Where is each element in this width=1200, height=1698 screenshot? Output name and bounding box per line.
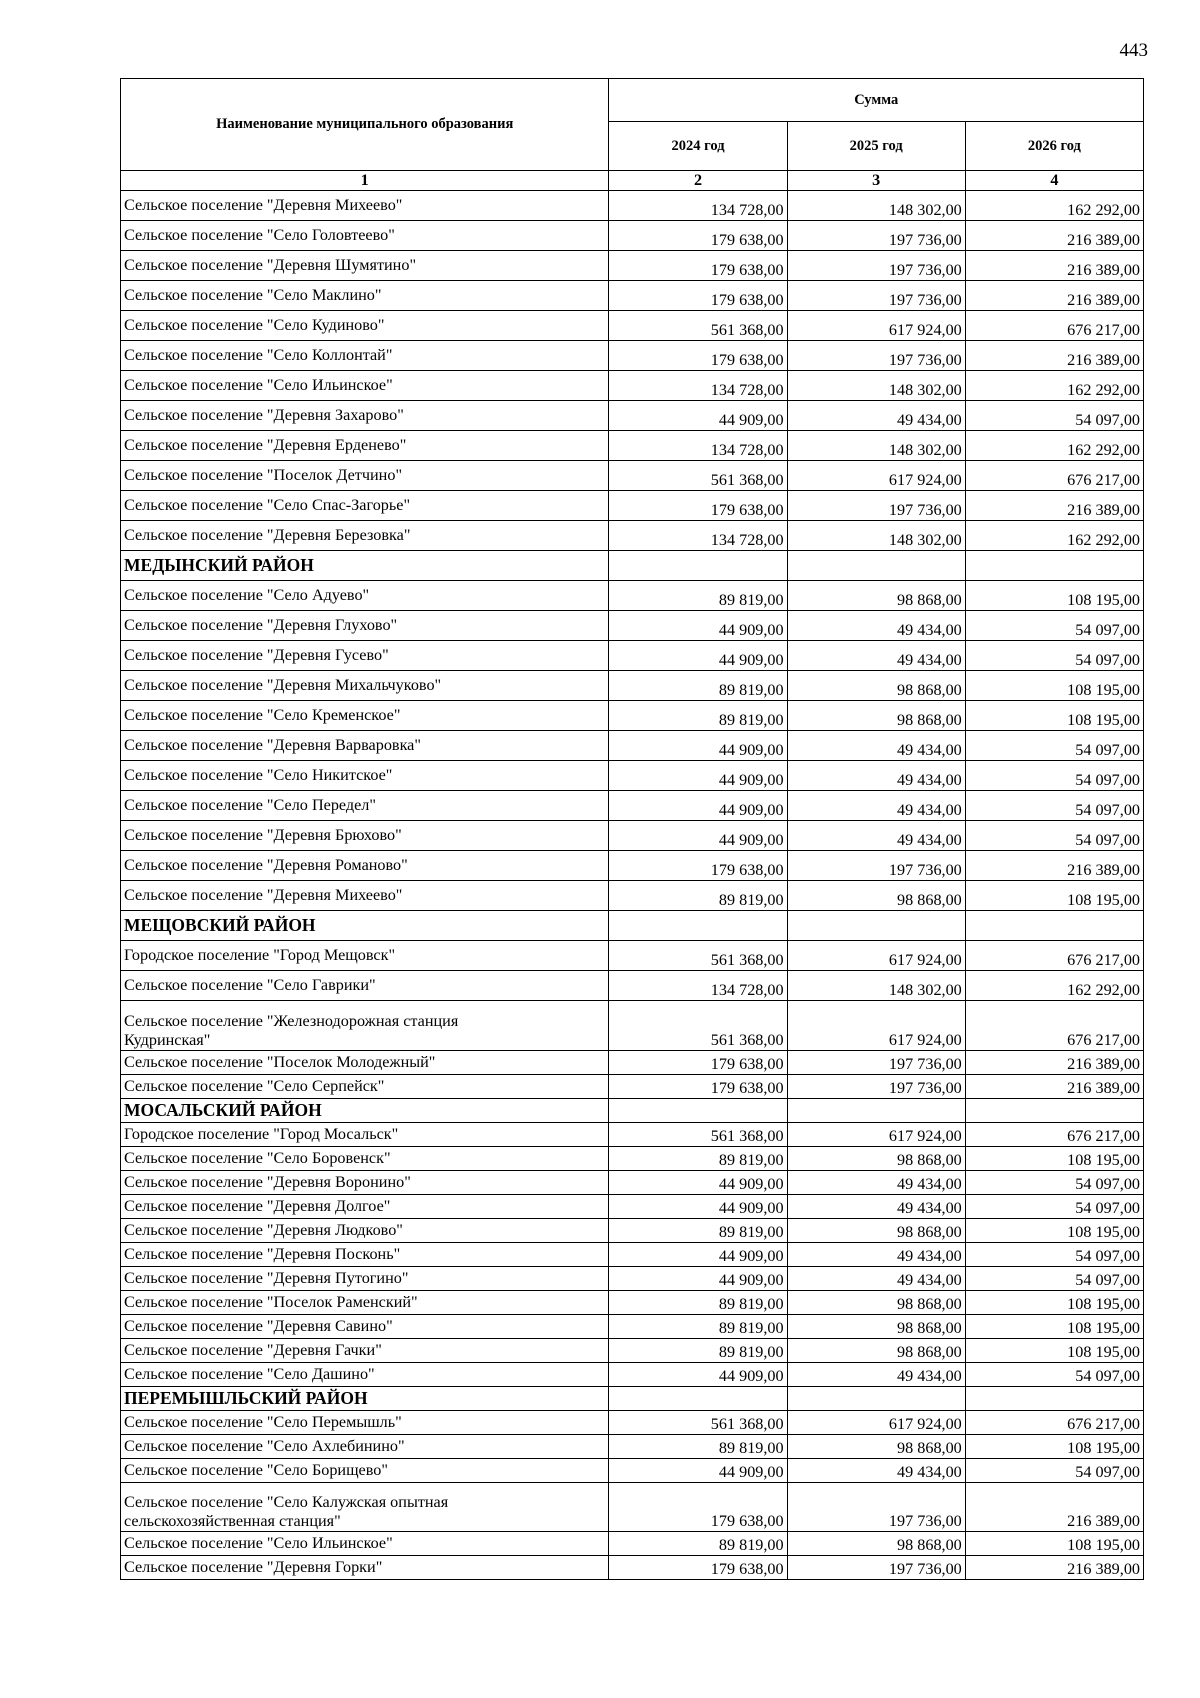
- amount-2024: 44 909,00: [609, 1459, 787, 1483]
- column-number: 2: [609, 171, 787, 191]
- table-body: [121, 191, 1144, 1580]
- amount-2025: 98 868,00: [787, 1532, 965, 1556]
- district-header-row: [121, 1099, 1144, 1123]
- municipality-name: Сельское поселение "Село Головтеево": [121, 221, 609, 251]
- municipality-name: Сельское поселение "Село Маклино": [121, 281, 609, 311]
- municipality-name-line-1: Сельское поселение "Село Калужская опытная: [124, 1493, 449, 1511]
- municipality-name: Сельское поселение "Село Гаврики": [121, 971, 609, 1001]
- table-row: [121, 221, 1144, 251]
- municipality-name: Сельское поселение "Деревня Воронино": [121, 1171, 609, 1195]
- municipality-name: Сельское поселение "Поселок Детчино": [121, 461, 609, 491]
- amount-2026: 676 217,00: [965, 311, 1143, 341]
- empty-cell: [965, 1387, 1143, 1411]
- amount-2024: 134 728,00: [609, 521, 787, 551]
- amount-2026: 216 389,00: [965, 221, 1143, 251]
- amount-2026: 216 389,00: [965, 851, 1143, 881]
- amount-2024: 179 638,00: [609, 491, 787, 521]
- amount-2026: 54 097,00: [965, 1243, 1143, 1267]
- header-year-2025: 2025 год: [787, 122, 965, 171]
- amount-2024: 179 638,00: [609, 281, 787, 311]
- table-row: [121, 1267, 1144, 1291]
- amount-2025: 49 434,00: [787, 821, 965, 851]
- amount-2024: 134 728,00: [609, 191, 787, 221]
- amount-2026: 162 292,00: [965, 431, 1143, 461]
- amount-2024: 89 819,00: [609, 1291, 787, 1315]
- district-name: МЕЩОВСКИЙ РАЙОН: [121, 911, 609, 941]
- table-row: [121, 881, 1144, 911]
- table-row: [121, 1219, 1144, 1243]
- table-row: [121, 731, 1144, 761]
- municipality-name: Сельское поселение "Деревня Гачки": [121, 1339, 609, 1363]
- municipality-name: Сельское поселение "Село Ахлебинино": [121, 1435, 609, 1459]
- amount-2025: 98 868,00: [787, 1339, 965, 1363]
- district-header-row: [121, 1387, 1144, 1411]
- amount-2024: 179 638,00: [609, 1075, 787, 1099]
- table-row: [121, 1459, 1144, 1483]
- municipality-name: Сельское поселение "Село Перемышль": [121, 1411, 609, 1435]
- amount-2024: 179 638,00: [609, 221, 787, 251]
- amount-2024: 134 728,00: [609, 971, 787, 1001]
- table-row: [121, 281, 1144, 311]
- empty-cell: [965, 1099, 1143, 1123]
- amount-2025: 197 736,00: [787, 281, 965, 311]
- amount-2025: 49 434,00: [787, 1363, 965, 1387]
- column-number: 1: [121, 171, 609, 191]
- municipality-name: Сельское поселение "Деревня Ерденево": [121, 431, 609, 461]
- municipality-name: Сельское поселение "Село Адуево": [121, 581, 609, 611]
- table-row: [121, 1051, 1144, 1075]
- table-row: [121, 341, 1144, 371]
- amount-2024: 44 909,00: [609, 1195, 787, 1219]
- municipality-name: Сельское поселение "Деревня Шумятино": [121, 251, 609, 281]
- amount-2024: 89 819,00: [609, 881, 787, 911]
- table-row: [121, 311, 1144, 341]
- table-row: [121, 521, 1144, 551]
- amount-2025: 49 434,00: [787, 1195, 965, 1219]
- amount-2024: 44 909,00: [609, 1363, 787, 1387]
- amount-2026: 676 217,00: [965, 941, 1143, 971]
- amount-2025: 49 434,00: [787, 1243, 965, 1267]
- amount-2026: 54 097,00: [965, 641, 1143, 671]
- amount-2026: 54 097,00: [965, 401, 1143, 431]
- municipality-name: Сельское поселение "Село Кременское": [121, 701, 609, 731]
- amount-2025: 197 736,00: [787, 1051, 965, 1075]
- amount-2026: 216 389,00: [965, 1483, 1143, 1532]
- amount-2025: 49 434,00: [787, 731, 965, 761]
- amount-2025: 148 302,00: [787, 191, 965, 221]
- municipality-name-line-2: сельскохозяйственная станция": [124, 1512, 341, 1530]
- amount-2025: 617 924,00: [787, 1411, 965, 1435]
- table-row: [121, 1315, 1144, 1339]
- amount-2026: 108 195,00: [965, 1147, 1143, 1171]
- amount-2025: 49 434,00: [787, 1459, 965, 1483]
- amount-2024: 44 909,00: [609, 821, 787, 851]
- empty-cell: [787, 1099, 965, 1123]
- municipality-name: Сельское поселение "Деревня Глухово": [121, 611, 609, 641]
- amount-2025: 197 736,00: [787, 341, 965, 371]
- amount-2024: 89 819,00: [609, 1219, 787, 1243]
- amount-2025: 98 868,00: [787, 881, 965, 911]
- table-row: [121, 671, 1144, 701]
- amount-2024: 179 638,00: [609, 1051, 787, 1075]
- amount-2024: 89 819,00: [609, 1315, 787, 1339]
- amount-2026: 216 389,00: [965, 251, 1143, 281]
- amount-2025: 197 736,00: [787, 491, 965, 521]
- amount-2024: 561 368,00: [609, 941, 787, 971]
- municipality-name: Сельское поселение "Село Коллонтай": [121, 341, 609, 371]
- amount-2026: 108 195,00: [965, 881, 1143, 911]
- municipality-name: Сельское поселение "Деревня Путогино": [121, 1267, 609, 1291]
- table-row: [121, 401, 1144, 431]
- municipality-name: Сельское поселение "Деревня Савино": [121, 1315, 609, 1339]
- table-row: [121, 1411, 1144, 1435]
- amount-2025: 197 736,00: [787, 221, 965, 251]
- amount-2025: 98 868,00: [787, 671, 965, 701]
- amount-2024: 44 909,00: [609, 1243, 787, 1267]
- municipality-name: Сельское поселение "Деревня Михеево": [121, 881, 609, 911]
- municipality-name: Сельское поселение "Деревня Долгое": [121, 1195, 609, 1219]
- table-row: [121, 1075, 1144, 1099]
- municipality-name: Сельское поселение "Деревня Варваровка": [121, 731, 609, 761]
- amount-2025: 49 434,00: [787, 1171, 965, 1195]
- header-year-2026: 2026 год: [965, 122, 1143, 171]
- district-header-row: [121, 911, 1144, 941]
- amount-2025: 197 736,00: [787, 851, 965, 881]
- table-row: [121, 1556, 1144, 1580]
- amount-2025: 197 736,00: [787, 1556, 965, 1580]
- amount-2024: 44 909,00: [609, 641, 787, 671]
- amount-2025: 617 924,00: [787, 461, 965, 491]
- amount-2026: 108 195,00: [965, 1532, 1143, 1556]
- table-row: [121, 611, 1144, 641]
- municipality-name: Сельское поселение "Село Никитское": [121, 761, 609, 791]
- municipality-name: Сельское поселение "Деревня Гусево": [121, 641, 609, 671]
- municipality-name-line-1: Сельское поселение "Железнодорожная станция: [124, 1012, 459, 1030]
- table-row: [121, 1435, 1144, 1459]
- table-row: [121, 581, 1144, 611]
- municipality-name: Сельское поселение "Село Боровенск": [121, 1147, 609, 1171]
- municipality-name: Сельское поселение "Село Спас-Загорье": [121, 491, 609, 521]
- empty-cell: [787, 551, 965, 581]
- page-number: 443: [1119, 40, 1148, 61]
- municipality-name: Сельское поселение "Деревня Горки": [121, 1556, 609, 1580]
- empty-cell: [609, 911, 787, 941]
- empty-cell: [609, 1099, 787, 1123]
- amount-2025: 98 868,00: [787, 581, 965, 611]
- column-number: 3: [787, 171, 965, 191]
- amount-2024: 44 909,00: [609, 611, 787, 641]
- amount-2024: 179 638,00: [609, 851, 787, 881]
- district-header-row: [121, 551, 1144, 581]
- table-row: [121, 1363, 1144, 1387]
- table-row: [121, 1123, 1144, 1147]
- municipality-name: Сельское поселение "Поселок Молодежный": [121, 1051, 609, 1075]
- amount-2026: 54 097,00: [965, 1171, 1143, 1195]
- amount-2025: 49 434,00: [787, 401, 965, 431]
- amount-2024: 561 368,00: [609, 1123, 787, 1147]
- amount-2026: 676 217,00: [965, 1411, 1143, 1435]
- table-row: [121, 491, 1144, 521]
- amount-2026: 162 292,00: [965, 191, 1143, 221]
- amount-2025: 98 868,00: [787, 1219, 965, 1243]
- amount-2026: 108 195,00: [965, 1315, 1143, 1339]
- amount-2025: 98 868,00: [787, 1435, 965, 1459]
- municipality-name: Сельское поселение "Поселок Раменский": [121, 1291, 609, 1315]
- amount-2025: 49 434,00: [787, 641, 965, 671]
- amount-2024: 561 368,00: [609, 461, 787, 491]
- amount-2026: 216 389,00: [965, 1051, 1143, 1075]
- amount-2026: 108 195,00: [965, 701, 1143, 731]
- column-number: 4: [965, 171, 1143, 191]
- municipality-name: Сельское поселение "Село Борищево": [121, 1459, 609, 1483]
- amount-2024: 44 909,00: [609, 1171, 787, 1195]
- district-name: МЕДЫНСКИЙ РАЙОН: [121, 551, 609, 581]
- amount-2026: 54 097,00: [965, 821, 1143, 851]
- amount-2025: 49 434,00: [787, 1267, 965, 1291]
- municipality-name: Сельское поселение "Деревня Михальчуково": [121, 671, 609, 701]
- amount-2024: 89 819,00: [609, 1435, 787, 1459]
- amount-2024: 134 728,00: [609, 431, 787, 461]
- table-row: [121, 851, 1144, 881]
- header-name-column: Наименование муниципального образования: [121, 79, 609, 171]
- amount-2026: 676 217,00: [965, 1001, 1143, 1051]
- amount-2025: 98 868,00: [787, 701, 965, 731]
- amount-2025: 148 302,00: [787, 431, 965, 461]
- amount-2026: 162 292,00: [965, 521, 1143, 551]
- municipality-name: Сельское поселение "Деревня Людково": [121, 1219, 609, 1243]
- table-row: [121, 191, 1144, 221]
- amount-2025: 617 924,00: [787, 1001, 965, 1051]
- municipality-name: Сельское поселение "Деревня Посконь": [121, 1243, 609, 1267]
- table-row: [121, 821, 1144, 851]
- amount-2025: 49 434,00: [787, 761, 965, 791]
- empty-cell: [787, 1387, 965, 1411]
- table-row: [121, 1001, 1144, 1051]
- amount-2025: 148 302,00: [787, 371, 965, 401]
- municipality-name: Сельское поселение "Деревня Березовка": [121, 521, 609, 551]
- amount-2026: 54 097,00: [965, 731, 1143, 761]
- amount-2026: 54 097,00: [965, 611, 1143, 641]
- amount-2025: 148 302,00: [787, 521, 965, 551]
- empty-cell: [965, 911, 1143, 941]
- amount-2024: 561 368,00: [609, 311, 787, 341]
- amount-2024: 44 909,00: [609, 401, 787, 431]
- municipality-name-line-2: Кудринская": [124, 1031, 211, 1049]
- empty-cell: [965, 551, 1143, 581]
- amount-2025: 98 868,00: [787, 1315, 965, 1339]
- table-row: [121, 1291, 1144, 1315]
- header-sum: Сумма: [609, 79, 1144, 122]
- amount-2026: 54 097,00: [965, 791, 1143, 821]
- amount-2025: 617 924,00: [787, 311, 965, 341]
- municipality-name: [121, 1483, 609, 1532]
- amount-2024: 89 819,00: [609, 701, 787, 731]
- table-row: [121, 641, 1144, 671]
- amount-2024: 179 638,00: [609, 1483, 787, 1532]
- amount-2024: 44 909,00: [609, 1267, 787, 1291]
- amount-2026: 108 195,00: [965, 671, 1143, 701]
- amount-2024: 89 819,00: [609, 671, 787, 701]
- amount-2024: 89 819,00: [609, 1532, 787, 1556]
- amount-2024: 134 728,00: [609, 371, 787, 401]
- amount-2025: 197 736,00: [787, 1075, 965, 1099]
- amount-2025: 98 868,00: [787, 1147, 965, 1171]
- table-row: [121, 1171, 1144, 1195]
- amount-2026: 54 097,00: [965, 1363, 1143, 1387]
- table-row: [121, 701, 1144, 731]
- amount-2024: 44 909,00: [609, 731, 787, 761]
- amount-2026: 216 389,00: [965, 1556, 1143, 1580]
- municipality-name: Сельское поселение "Село Передел": [121, 791, 609, 821]
- amount-2025: 49 434,00: [787, 791, 965, 821]
- amount-2024: 89 819,00: [609, 1339, 787, 1363]
- amount-2024: 179 638,00: [609, 341, 787, 371]
- amount-2024: 44 909,00: [609, 791, 787, 821]
- amount-2026: 108 195,00: [965, 1291, 1143, 1315]
- table-row: [121, 1532, 1144, 1556]
- amount-2026: 216 389,00: [965, 281, 1143, 311]
- municipality-name: Городское поселение "Город Мосальск": [121, 1123, 609, 1147]
- amount-2024: 89 819,00: [609, 581, 787, 611]
- table-row: [121, 461, 1144, 491]
- amount-2026: 162 292,00: [965, 971, 1143, 1001]
- table-row: [121, 791, 1144, 821]
- table-row: [121, 941, 1144, 971]
- municipality-name: Сельское поселение "Село Дашино": [121, 1363, 609, 1387]
- amount-2024: 561 368,00: [609, 1001, 787, 1051]
- table-row: [121, 1483, 1144, 1532]
- municipality-name: Сельское поселение "Село Ильинское": [121, 371, 609, 401]
- amount-2026: 676 217,00: [965, 1123, 1143, 1147]
- amount-2025: 98 868,00: [787, 1291, 965, 1315]
- municipality-name: Сельское поселение "Село Ильинское": [121, 1532, 609, 1556]
- amount-2024: 179 638,00: [609, 1556, 787, 1580]
- municipality-name: Сельское поселение "Деревня Захарово": [121, 401, 609, 431]
- budget-table: [120, 78, 1144, 1580]
- table-row: [121, 971, 1144, 1001]
- empty-cell: [609, 551, 787, 581]
- amount-2026: 54 097,00: [965, 1459, 1143, 1483]
- district-name: ПЕРЕМЫШЛЬСКИЙ РАЙОН: [121, 1387, 609, 1411]
- municipality-name: Сельское поселение "Село Кудиново": [121, 311, 609, 341]
- amount-2026: 676 217,00: [965, 461, 1143, 491]
- table-row: [121, 1147, 1144, 1171]
- district-name: МОСАЛЬСКИЙ РАЙОН: [121, 1099, 609, 1123]
- municipality-name: [121, 1001, 609, 1051]
- amount-2026: 54 097,00: [965, 1195, 1143, 1219]
- table-row: [121, 251, 1144, 281]
- amount-2026: 108 195,00: [965, 1219, 1143, 1243]
- amount-2026: 54 097,00: [965, 761, 1143, 791]
- table-row: [121, 1339, 1144, 1363]
- amount-2026: 108 195,00: [965, 1435, 1143, 1459]
- municipality-name: Сельское поселение "Деревня Брюхово": [121, 821, 609, 851]
- amount-2026: 162 292,00: [965, 371, 1143, 401]
- table-row: [121, 371, 1144, 401]
- amount-2026: 54 097,00: [965, 1267, 1143, 1291]
- empty-cell: [787, 911, 965, 941]
- table-row: [121, 761, 1144, 791]
- amount-2025: 197 736,00: [787, 1483, 965, 1532]
- amount-2024: 179 638,00: [609, 251, 787, 281]
- amount-2024: 89 819,00: [609, 1147, 787, 1171]
- amount-2026: 216 389,00: [965, 491, 1143, 521]
- amount-2026: 108 195,00: [965, 581, 1143, 611]
- amount-2025: 148 302,00: [787, 971, 965, 1001]
- municipality-name: Городское поселение "Город Мещовск": [121, 941, 609, 971]
- table-row: [121, 1243, 1144, 1267]
- amount-2025: 617 924,00: [787, 1123, 965, 1147]
- empty-cell: [609, 1387, 787, 1411]
- amount-2026: 216 389,00: [965, 341, 1143, 371]
- amount-2025: 197 736,00: [787, 251, 965, 281]
- municipality-name: Сельское поселение "Село Серпейск": [121, 1075, 609, 1099]
- table-row: [121, 1195, 1144, 1219]
- amount-2026: 216 389,00: [965, 1075, 1143, 1099]
- amount-2025: 617 924,00: [787, 941, 965, 971]
- table-row: [121, 431, 1144, 461]
- amount-2025: 49 434,00: [787, 611, 965, 641]
- header-year-2024: 2024 год: [609, 122, 787, 171]
- amount-2026: 108 195,00: [965, 1339, 1143, 1363]
- amount-2024: 561 368,00: [609, 1411, 787, 1435]
- municipality-name: Сельское поселение "Деревня Михеево": [121, 191, 609, 221]
- amount-2024: 44 909,00: [609, 761, 787, 791]
- municipality-name: Сельское поселение "Деревня Романово": [121, 851, 609, 881]
